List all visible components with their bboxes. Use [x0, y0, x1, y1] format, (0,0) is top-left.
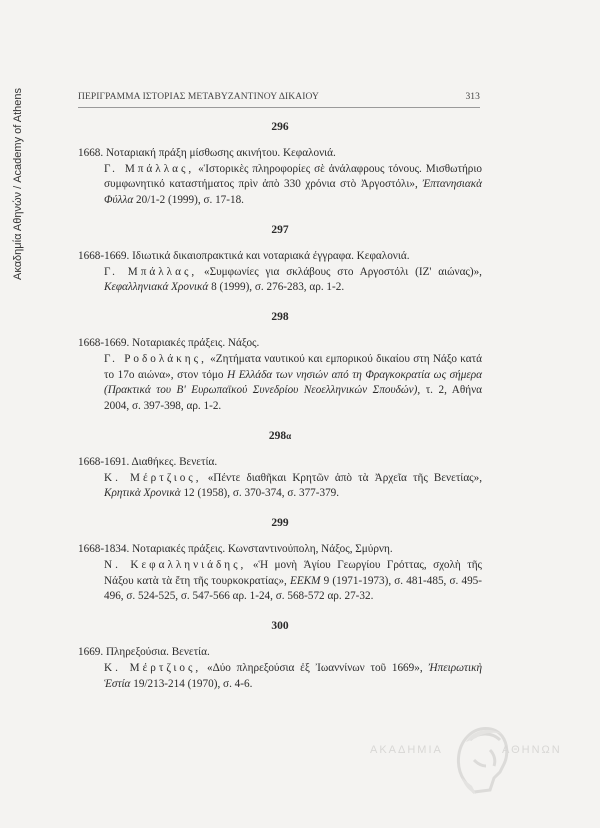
entry-number: 296 — [271, 121, 289, 133]
athena-head-icon — [450, 720, 512, 798]
side-label — [12, 30, 28, 280]
entry-296 — [78, 120, 482, 209]
citation-title: «Πέντε διαθῆκαι Κρητῶν ἀπὸ τὰ Ἀρχεῖα τῆς Βενετίας», — [207, 471, 483, 484]
citation-title: «Συμφωνίες για σκλάβους στο Αργοστόλι (ΙΖ' αιώνας)», — [204, 265, 482, 278]
entry-citation — [78, 352, 482, 415]
citation-tail: 12 (1958), σ. 370-374, σ. 377-379. — [183, 487, 340, 500]
entry-number: 297 — [271, 223, 289, 236]
journal-name: Κρητικὰ Χρονικὰ — [104, 487, 181, 500]
citation-tail: 8 (1999), σ. 276-283, αρ. 1-2. — [211, 281, 345, 294]
author: Ν. Κεφαλληνιάδης, — [104, 558, 247, 571]
entry-300 — [78, 619, 482, 692]
watermark-right-text: ΑΘΗΝΩΝ — [502, 744, 562, 756]
entry-number: 298α — [268, 429, 292, 442]
journal-name: Ἠπειρωτικὴ Ἑστία — [104, 661, 483, 690]
author: Κ. Μέρτζιος, — [104, 471, 202, 484]
entry-heading: 1668-1691. Διαθήκες. Βενετία. — [78, 455, 218, 468]
entry-citation — [78, 661, 482, 693]
author: Κ. Μέρτζιος, — [104, 661, 202, 674]
entry-citation — [78, 162, 482, 209]
journal-name: Ἐπτανησιακὰ Φύλλα — [104, 178, 483, 207]
citation-tail: τ. 2, Αθήνα 2004, σ. 397-398, αρ. 1-2. — [104, 384, 483, 413]
journal-name: ΕΕΚΜ — [290, 574, 321, 587]
citation-tail: 20/1-2 (1999), σ. 17-18. — [136, 194, 244, 207]
citation-title: «Ἱστορικὲς πληροφορίες σὲ ἀνάλαφρους τόνους. Μισθωτήριο συμφωνητικό καταστήματος πρὶν ἀπὸ 330 χρόνια στὸ Ἀργοστόλι», — [104, 162, 482, 191]
header-title: ΠΕΡΙΓΡΑΜΜΑ ΙΣΤΟΡΙΑΣ ΜΕΤΑΒΥΖΑΝΤΙΝΟΥ ΔΙΚΑΙΟΥ — [78, 92, 319, 102]
entry-heading: 1668-1669. Νοταριακές πράξεις. Νάξος. — [78, 336, 260, 349]
entry-heading: 1668-1834. Νοταριακές πράξεις. Κωνσταντινούπολη, Νάξος, Σμύρνη. — [78, 542, 393, 555]
entry-299 — [78, 516, 482, 605]
journal-name: Κεφαλληνιακά Χρονικά — [104, 281, 209, 294]
entry-heading: 1668-1669. Ιδιωτικά δικαιοπρακτικά και νοταριακά έγγραφα. Κεφαλονιά. — [78, 249, 410, 262]
citation-title: «Ἡ μονὴ Ἁγίου Γεωργίου Γρόττας, σχολὴ τῆς Νάξου κατὰ τὰ ἔτη τῆς τουρκοκρατίας», — [104, 558, 482, 587]
entry-citation — [78, 558, 482, 605]
entry-298 — [78, 310, 482, 415]
entry-citation — [78, 265, 482, 297]
entry-heading: 1669. Πληρεξούσια. Βενετία. — [78, 645, 210, 658]
header-rule — [78, 107, 480, 108]
citation-title: «Ζητήματα ναυτικού και εμπορικού δικαίου στη Νάξο κατά το 17ο αιώνα», στον τόμο — [104, 352, 482, 381]
watermark-left-text: ΑΚΑΔΗΜΙΑ — [370, 744, 443, 756]
citation-tail: 19/213-214 (1970), σ. 4-6. — [133, 677, 253, 690]
citation-title: «Δύο πληρεξούσια ἐξ Ἰωαννίνων τοῦ 1669», — [206, 661, 423, 674]
citation-tail: 9 (1971-1973), σ. 481-485, σ. 495-496, σ. 524-525, σ. 547-566 αρ. 1-24, σ. 568-572 αρ. 27-32. — [104, 574, 482, 603]
author: Γ. Ροδολάκης, — [104, 352, 207, 365]
entry-297 — [78, 223, 482, 296]
side-label-text: Ακαδημία Αθηνών / Academy of Athens — [12, 87, 24, 280]
page-number: 313 — [465, 92, 480, 102]
entry-298a — [78, 429, 482, 502]
entry-number: 299 — [271, 517, 289, 530]
entry-number: 300 — [271, 620, 289, 633]
entry-heading: 1668. Νοταριακή πράξη μίσθωσης ακινήτου. Κεφαλονιά. — [78, 146, 336, 159]
running-header — [78, 92, 480, 102]
academy-watermark — [370, 720, 590, 800]
author: Γ. Μπάλλας, — [104, 265, 198, 278]
entry-number: 298 — [271, 311, 289, 324]
page-content — [78, 120, 482, 706]
author: Γ. Μπάλλας, — [104, 162, 195, 175]
entry-citation — [78, 471, 482, 503]
journal-name: Η Ελλάδα των νησιών από τη Φραγκοκρατία ως σήμερα (Πρακτικά του Β' Ευρωπαϊκού Συνεδρίου Νεοελληνικών Σπουδών), — [104, 368, 482, 397]
